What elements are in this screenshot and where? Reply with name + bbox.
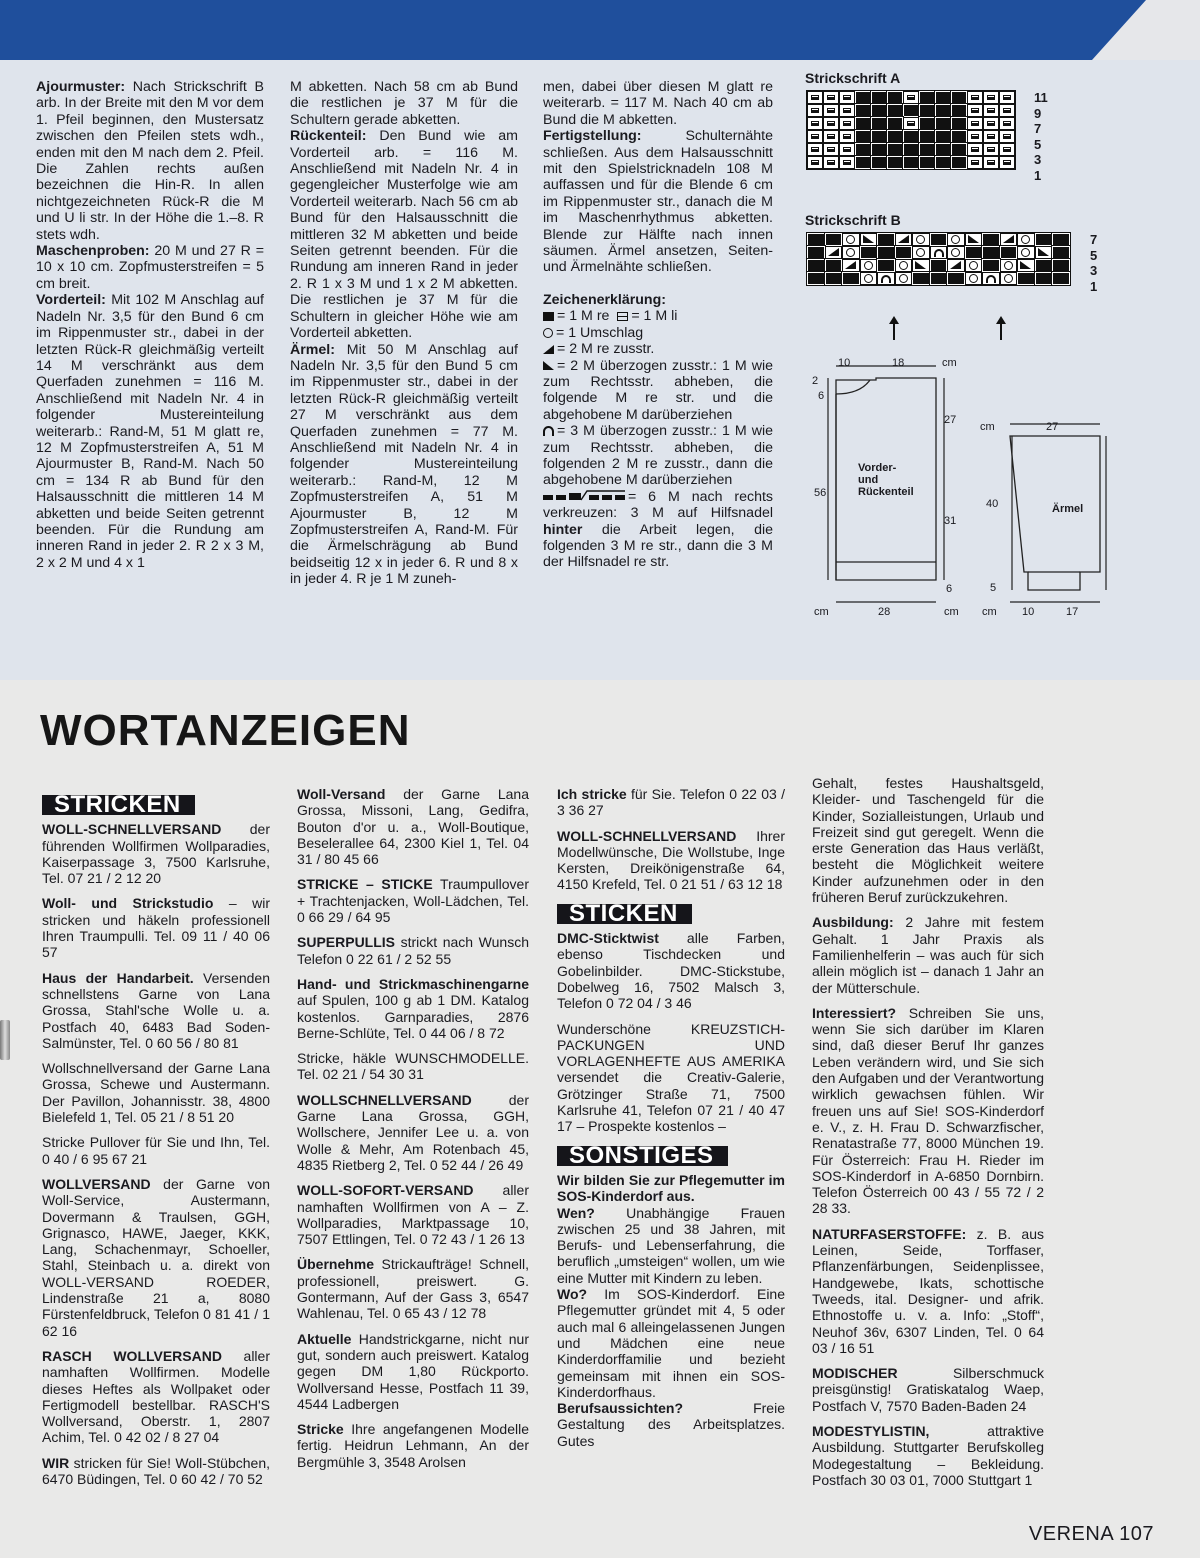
- chart-row-number: 5: [1090, 247, 1098, 263]
- chart-cell-n: [877, 272, 895, 285]
- dim-bottom-cm-left: cm: [814, 606, 829, 618]
- chart-cell-k: [935, 91, 951, 104]
- dim-sleeve-top-27: 27: [1046, 421, 1059, 433]
- chart-cell-o: [965, 272, 983, 285]
- chart-a-title: Strickschrift A: [805, 70, 901, 86]
- classifieds-column-2: [297, 786, 529, 1479]
- chart-cell-k: [930, 233, 948, 246]
- classified-ad: Gehalt, festes Haushaltsgeld, Kleider- und Taschengeld für die Kinder, Sozialleistungen, Urlaub und Freizeit sind gut geregelt. Wenn die erste Generation das Haus verläßt, besteht die Möglichkeit weitere Kinder aufzunehmen oder in den früheren Beruf zurückzukehren.: [812, 775, 1044, 906]
- chart-cell-k: [887, 91, 903, 104]
- dim-sleeve-40: 40: [986, 498, 999, 510]
- chart-cell-p: [807, 130, 823, 143]
- chart-cell-p: [903, 117, 919, 130]
- chart-cell-p: [999, 156, 1015, 169]
- chart-cell-p: [823, 143, 839, 156]
- classifieds-column-1: [42, 793, 270, 1496]
- chart-row-number: 9: [1034, 105, 1042, 121]
- chart-cell-k: [912, 272, 930, 285]
- chart-row-number: 7: [1090, 232, 1098, 247]
- chart-b-start-arrow-icon: [893, 322, 895, 340]
- chart-cell-p: [967, 91, 983, 104]
- chart-row-number: 5: [1034, 136, 1042, 152]
- chart-cell-k: [825, 272, 843, 285]
- classified-ad: Aktuelle Handstrickgarne, nicht nur gut, sondern auch preiswert. Katalog gegen DM 1,80 Rückporto. Wollversand Hesse, Postfach 11 39, 4544 Ladbergen: [297, 1330, 529, 1412]
- chart-cell-k: [871, 104, 887, 117]
- dim-height-56: 56: [814, 487, 827, 499]
- chart-cell-k: [895, 246, 913, 259]
- classified-ad: DMC-Sticktwist alle Farben, ebenso Tischdecken und Gobelinbilder. DMC-Stickstube, Dobelweg 16, 7502 Malsch 3, Telefon 0 72 04 / 3 46: [557, 930, 785, 1012]
- chart-cell-p: [839, 143, 855, 156]
- classifieds-column-3: [557, 786, 785, 1458]
- chart-cell-k: [951, 104, 967, 117]
- chart-cell-p: [903, 91, 919, 104]
- chart-cell-p: [839, 156, 855, 169]
- instructions-column-2: M abketten. Nach 58 cm ab Bund die restlichen je 37 M für die Schultern gerade abketten. Rückenteil: Den Bund wie am Vorderteil arb. = 116 M. Anschließend mit Nadeln Nr. 4 in gegengleicher Musterfolge wie am Vorderteil weiterarb. Nach 56 cm ab Bund für den Halsausschnitt die mittleren 32 M abketten und beide Seiten getrennt beenden. Für die Rundung am inneren Rand in jeder 2. R 1 x 3 M und 1 x 2 M abketten. Die restlichen je 37 M für die Schultern in gleicher Höhe wie am Vorderteil abketten. Ärmel: Mit 50 M Anschlag auf Nadeln Nr. 3,5 für den Bund 5 cm im Rippenmuster str., dabei in der letzten Rück-R gleichmäßig verteilt 27 M verschränkt aus dem Querfaden zunehmen = 77 M. Anschließend mit Nadeln Nr. 4 in folgender Mustereinteilung weiterarb.: Rand-M, 12 M Zopfmusterstreifen A, 51 M Ajourmuster B, 12 M Zopfmusterstreifen A, Rand-M. Für die Ärmelschrägung ab Bund beidseitig 12 x in jeder 6. R und 8 x in jeder 4. R je 1 M zuneh-: [290, 79, 518, 588]
- chart-cell-k: [887, 156, 903, 169]
- dim-top-unit: cm: [942, 357, 957, 369]
- chart-row-number: 11: [1034, 90, 1048, 105]
- chart-cell-k: [807, 233, 825, 246]
- classified-ad: MODESTYLISTIN, attraktive Ausbildung. Stuttgarter Berufskolleg Modegestaltung – Bekleidung. Postfach 30 03 01, 7000 Stuttgart 1: [812, 1422, 1044, 1488]
- chart-cell-o: [912, 233, 930, 246]
- chart-cell-k: [1035, 233, 1053, 246]
- classified-ad: Wunderschöne KREUZSTICH-PACKUNGEN UND VORLAGENHEFTE AUS AMERIKA versendet die Creativ-Galerie, Grötzinger Straße 71, 7500 Karlsruhe 41, Telefon 07 21 / 40 47 17 – Prospekte kostenlos –: [557, 1020, 785, 1135]
- chart-cell-k: [877, 259, 895, 272]
- dim-bottom-28: 28: [878, 606, 891, 618]
- chart-cell-p: [967, 104, 983, 117]
- classified-ad: Übernehme Strickaufträge! Schnell, professionell, preiswert. G. Gontermann, Auf der Gass 3, 6547 Wahlenau, Tel. 0 65 43 / 12 78: [297, 1256, 529, 1322]
- purl-symbol-icon: [617, 312, 628, 321]
- chart-cell-tl: [842, 259, 860, 272]
- chart-b-row-numbers: [1090, 232, 1097, 294]
- chart-cell-k: [919, 91, 935, 104]
- chart-cell-o: [895, 259, 913, 272]
- classified-ad: Woll-Versand der Garne Lana Grossa, Missoni, Lang, Gedifra, Bouton d'or u. a., Woll-Boutique, Beselerallee 64, 2300 Kiel 1, Tel. 04 31 / 80 45 66: [297, 786, 529, 868]
- chart-cell-o: [1017, 233, 1035, 246]
- chart-cell-k: [887, 130, 903, 143]
- dim-sleeve-bottom-17: 17: [1066, 606, 1079, 618]
- chart-cell-o: [860, 259, 878, 272]
- chart-cell-p: [983, 104, 999, 117]
- section-sonstiges: SONSTIGES: [557, 1146, 728, 1166]
- chart-cell-p: [967, 143, 983, 156]
- chart-cell-p: [983, 143, 999, 156]
- chart-cell-k: [965, 246, 983, 259]
- chart-cell-k: [982, 233, 1000, 246]
- chart-b-grid: [806, 232, 1071, 286]
- classified-ad: RASCH WOLLVERSAND aller namhaften Wollfirmen. Modelle dieses Heftes als Wollpaket oder Fertigmodell bestellbar. RASCH'S Wollversand, Oberstr. 1, 2807 Achim, Tel. 0 42 02 / 8 27 04: [42, 1347, 270, 1446]
- chart-cell-k: [951, 117, 967, 130]
- chart-cell-k: [855, 130, 871, 143]
- chart-cell-k: [1000, 246, 1018, 259]
- chart-cell-tr: [1017, 259, 1035, 272]
- chart-cell-o: [895, 272, 913, 285]
- chart-cell-k: [1035, 259, 1053, 272]
- chart-cell-p: [839, 104, 855, 117]
- chart-cell-k: [935, 156, 951, 169]
- classified-ad: WIR stricken für Sie! Woll-Stübchen, 6470 Büdingen, Tel. 0 60 42 / 70 52: [42, 1454, 270, 1487]
- double-decrease-symbol-icon: [543, 426, 554, 436]
- chart-cell-k: [887, 117, 903, 130]
- classified-ad: WOLL-SCHNELLVERSAND Ihrer Modellwünsche, Die Wollstube, Inge Kersten, Dreikönigenstraße 64, 4150 Krefeld, Tel. 0 21 51 / 63 12 18: [557, 827, 785, 893]
- classified-ad: WOLLVERSAND der Garne von Woll-Service, Austermann, Dovermann & Traulsen, GGH, Grignasco, HAWE, Jaeger, KKK, Lang, Schachenmayr, Schoeller, Stahl, Steinbach u. a. direkt von WOLL-VERSAND ROEDER, Lindenstraße 21 a, 8080 Fürstenfeldbruck, Telefon 0 81 41 / 1 62 16: [42, 1175, 270, 1339]
- chart-cell-k: [951, 143, 967, 156]
- chart-cell-p: [967, 130, 983, 143]
- chart-cell-k: [919, 143, 935, 156]
- k2tog-symbol-icon: [543, 345, 554, 354]
- chart-cell-p: [839, 130, 855, 143]
- chart-cell-k: [855, 91, 871, 104]
- chart-row-number: 3: [1090, 263, 1098, 278]
- chart-cell-k: [807, 246, 825, 259]
- classified-ad: Hand- und Strickmaschinengarne auf Spulen, 100 g ab 1 DM. Katalog kostenlos. Garnparadies, 2876 Berne-Schlüte, Tel. 0 44 06 / 8 72: [297, 975, 529, 1041]
- instructions-column-1: Ajourmuster: Nach Strickschrift B arb. In der Breite mit den M vor dem 1. Pfeil beginnen, den Mustersatz zwischen den Pfeilen stets wdh., enden mit den M nach dem 2. Pfeil. Die Zahlen rechts außen bezeichnen die Hin-R. In allen nichtgezeichneten Rück-R die M und U li str. In der Höhe die 1.–8. R stets wdh. Maschenproben: 20 M und 27 R = 10 x 10 cm. Zopfmusterstreifen = 5 cm breit. Vorderteil: Mit 102 M Anschlag auf Nadeln Nr. 3,5 für den Bund 6 cm im Rippenmuster str., dabei in der letzten Rück-R gleichmäßig verteilt 14 M verschränkt aus dem Querfaden zunehmen = 116 M. Anschließend mit Nadeln Nr. 4 in folgender Mustereinteilung weiterarb.: Rand-M, 51 M glatt re, 12 M Zopfmusterstreifen A, 51 M Ajourmuster B, Rand-M. Nach 50 cm = 134 R ab Bund für den Halsausschnitt die mittleren 14 M abketten und beide Seiten getrennt beenden. Für die Rundung am inneren Rand in jeder 2. R 2 x 3 M, 2 x 2 M und 4 x 1: [36, 79, 264, 571]
- chart-cell-p: [999, 117, 1015, 130]
- sos-ad: Wir bilden Sie zur Pflegemutter im SOS-Kinderdorf aus. Wen? Unabhängige Frauen zwischen 25 und 38 Jahren, mit Berufs- und Lebenserfahrung, die beruflich „umsteigen“ wollen, um wie eine Mutter mit Kindern zu leben. Wo? Im SOS-Kinderdorf. Eine Pflegemutter gründet mit 4, 5 oder auch mal 6 alleingelassenen Jungen und Mädchen eine neue Kinderdorffamilie und bezieht gemeinsam mit ihnen ein SOS-Kinderdorfhaus. Berufsaussichten? Freie Gestaltung des Arbeitsplatzes. Gutes: [557, 1171, 785, 1449]
- chart-cell-tr: [1035, 246, 1053, 259]
- cable-symbol-icon: [543, 489, 625, 505]
- classified-ad: WOLL-SOFORT-VERSAND aller namhaften Wollfirmen von A – Z. Wollparadies, Marktpassage 10, 7507 Ettlingen, Tel. 0 72 43 / 1 26 13: [297, 1182, 529, 1248]
- chart-cell-k: [930, 259, 948, 272]
- classified-ad: Ich stricke für Sie. Telefon 0 22 03 / 3 36 27: [557, 786, 786, 819]
- classified-ad: Interessiert? Schreiben Sie uns, wenn Sie sich darüber im Klaren sind, daß dieser Beruf Ihr ganzes Leben verändern wird, und Sie sich den Aufgaben und der Verantwortung wirklich gewachsen fühlen. Wir freuen uns auf Sie! SOS-Kinderdorf e. V., z. H. Frau D. Schwarzfischer, Renatastraße 77, 8000 München 19. Für Österreich: Frau H. Rieder im SOS-Kinderdorf in A-6850 Dornbirn. Telefon Österreich 00 43 / 55 72 / 2 28 33.: [812, 1004, 1044, 1217]
- dim-bottom-cm-right: cm: [944, 606, 959, 618]
- symbol-legend: Zeichenerklärung: = 1 M re = 1 M li = 1 Umschlag = 2 M re zusstr. = 2 M überzogen zusstr.: 1 M wie zum Rechtsstr. abheben, die folgende M re str. und die abgehobene M darüberziehen = 3 M überzogen zusstr.: 1 M wie zum Rechtsstr. abheben, die folgenden 2 M re zusstr., dann die abgehobene M darüberziehen = 6 M nach rechts verkreuzen: 3 M auf Hilfsnadel hinter die Arbeit legen, die folgenden 3 M re str., dann die 3 M der Hilfsnadel re str.: [543, 291, 773, 571]
- chart-cell-k: [871, 117, 887, 130]
- chart-cell-o: [1017, 246, 1035, 259]
- chart-cell-p: [823, 130, 839, 143]
- dim-right-27: 27: [944, 414, 957, 426]
- chart-cell-p: [807, 117, 823, 130]
- chart-cell-k: [1017, 272, 1035, 285]
- chart-cell-p: [967, 117, 983, 130]
- dim-neck-2: 2: [812, 375, 819, 387]
- chart-cell-tr: [912, 259, 930, 272]
- knit-symbol-icon: [543, 312, 554, 321]
- classified-ad: Woll- und Strickstudio – wir stricken und häkeln professionell Ihren Traumpulli. Tel. 09 11 / 40 06 57: [42, 895, 270, 961]
- section-sticken: STICKEN: [557, 904, 692, 924]
- chart-cell-k: [825, 259, 843, 272]
- chart-cell-k: [919, 104, 935, 117]
- chart-cell-k: [951, 91, 967, 104]
- chart-cell-p: [839, 91, 855, 104]
- top-color-band: [0, 0, 1200, 60]
- classified-ad: Ausbildung: 2 Jahre mit festem Gehalt. 1 Jahr Praxis als Familienhelferin – was auch für sich allein möglich ist – danach 1 Jahr an der Mütterschule.: [812, 914, 1044, 996]
- dim-sleeve-bottom-10: 10: [1022, 606, 1035, 618]
- chart-cell-tl: [1000, 233, 1018, 246]
- chart-cell-p: [823, 117, 839, 130]
- classifieds-heading: WORTANZEIGEN: [40, 706, 411, 755]
- chart-cell-k: [982, 259, 1000, 272]
- chart-cell-k: [1052, 272, 1070, 285]
- chart-cell-k: [1035, 272, 1053, 285]
- chart-cell-o: [947, 246, 965, 259]
- chart-cell-p: [983, 117, 999, 130]
- chart-cell-k: [855, 143, 871, 156]
- chart-cell-k: [930, 272, 948, 285]
- chart-cell-n: [982, 272, 1000, 285]
- classified-ad: MODISCHER Silberschmuck preisgünstig! Gratiskatalog Waep, Postfach V, 7570 Baden-Baden 24: [812, 1365, 1044, 1414]
- skp-symbol-icon: [543, 361, 554, 370]
- chart-cell-p: [999, 143, 1015, 156]
- classified-ad: NATURFASERSTOFFE: z. B. aus Leinen, Seide, Torffaser, Pflanzenfärbungen, Seidenplissee, Handgewebe, Ikats, schottische Tweeds, ital. Designer- und afrik. Ethnostoffe u. v. a. Info: „Stoff“, Neuhof 36v, 6307 Linden, Tel. 0 64 03 / 16 51: [812, 1225, 1044, 1356]
- chart-cell-p: [983, 91, 999, 104]
- yarn-over-symbol-icon: [543, 328, 553, 338]
- chart-cell-o: [860, 272, 878, 285]
- chart-cell-k: [935, 130, 951, 143]
- chart-cell-k: [919, 130, 935, 143]
- chart-cell-k: [935, 104, 951, 117]
- chart-row-number: 1: [1090, 278, 1098, 294]
- classified-ad: Stricke Ihre angefangenen Modelle fertig. Heidrun Lehmann, An der Bergmühle 3, 3548 Arolsen: [297, 1421, 529, 1470]
- chart-cell-k: [855, 156, 871, 169]
- chart-cell-k: [935, 117, 951, 130]
- chart-cell-o: [1000, 259, 1018, 272]
- chart-cell-k: [871, 130, 887, 143]
- section-stricken: STRICKEN: [42, 795, 195, 815]
- chart-cell-p: [823, 156, 839, 169]
- chart-row-number: 1: [1034, 167, 1042, 183]
- chart-cell-o: [947, 233, 965, 246]
- dim-sleeve-5: 5: [990, 582, 997, 594]
- chart-cell-p: [807, 104, 823, 117]
- dim-neck-6: 6: [818, 390, 825, 402]
- dim-top-a: 10: [838, 357, 851, 369]
- front-back-label: Vorder- und Rückenteil: [858, 462, 914, 498]
- chart-cell-k: [1052, 246, 1070, 259]
- classified-ad: STRICKE – STICKE Traumpullover + Trachtenjacken, Woll-Lädchen, Tel. 0 66 29 / 64 95: [297, 876, 529, 926]
- chart-cell-p: [999, 91, 1015, 104]
- chart-cell-p: [823, 104, 839, 117]
- chart-cell-k: [877, 233, 895, 246]
- chart-cell-k: [1052, 259, 1070, 272]
- page-folio: VERENA 107: [1028, 1523, 1154, 1545]
- chart-cell-o: [842, 246, 860, 259]
- chart-cell-k: [951, 156, 967, 169]
- chart-cell-p: [807, 91, 823, 104]
- chart-cell-k: [903, 156, 919, 169]
- chart-cell-k: [919, 156, 935, 169]
- chart-cell-k: [871, 91, 887, 104]
- chart-cell-p: [999, 130, 1015, 143]
- classified-ad: SUPERPULLIS strickt nach Wunsch Telefon 0 22 61 / 2 52 55: [297, 934, 529, 967]
- dim-right-31: 31: [944, 515, 957, 527]
- classified-ad: Stricke Pullover für Sie und Ihn, Tel. 0 40 / 6 95 67 21: [42, 1134, 270, 1167]
- chart-cell-p: [807, 143, 823, 156]
- classified-ad: WOLLSCHNELLVERSAND der Garne Lana Grossa, GGH, Wollschere, Jennifer Lee u. a. von Wolle & Mehr, Am Rotenbach 45, 4835 Rietberg 2, Tel. 0 52 44 / 26 49: [297, 1091, 529, 1173]
- chart-row-number: 7: [1034, 121, 1042, 136]
- chart-cell-o: [912, 246, 930, 259]
- chart-cell-k: [877, 246, 895, 259]
- chart-cell-p: [967, 156, 983, 169]
- chart-b-title: Strickschrift B: [805, 212, 901, 228]
- chart-cell-k: [871, 156, 887, 169]
- chart-cell-k: [887, 143, 903, 156]
- chart-cell-tl: [825, 246, 843, 259]
- chart-cell-k: [855, 104, 871, 117]
- chart-cell-o: [965, 259, 983, 272]
- chart-row-number: 3: [1034, 152, 1042, 167]
- chart-cell-p: [823, 91, 839, 104]
- chart-cell-k: [982, 246, 1000, 259]
- dim-top-b: 18: [892, 357, 905, 369]
- chart-cell-p: [839, 117, 855, 130]
- dim-sleeve-top-cm: cm: [980, 421, 995, 433]
- classified-ad: WOLL-SCHNELLVERSAND der führenden Wollfirmen Wollparadies, Kaiserpassage 3, 7500 Karlsruhe, Tel. 07 21 / 2 12 20: [42, 821, 270, 887]
- chart-cell-k: [903, 104, 919, 117]
- chart-cell-k: [903, 130, 919, 143]
- chart-cell-k: [1052, 233, 1070, 246]
- garment-schematic: [800, 350, 1120, 625]
- chart-cell-k: [860, 246, 878, 259]
- classified-ad: Wollschnellversand der Garne Lana Grossa, Schewe und Austermann. Der Pavillon, Johannisstr. 38, 4800 Bielefeld 1, Tel. 05 21 / 8 51 20: [42, 1060, 270, 1126]
- chart-cell-tl: [947, 259, 965, 272]
- chart-cell-k: [919, 117, 935, 130]
- chart-cell-tl: [895, 233, 913, 246]
- chart-cell-k: [903, 143, 919, 156]
- chart-cell-tr: [965, 233, 983, 246]
- chart-b-end-arrow-icon: [1000, 322, 1002, 340]
- chart-a-row-numbers: [1034, 90, 1048, 183]
- classified-ad: Haus der Handarbeit. Versenden schnellstens Garne von Lana Grossa, Stahl'sche Wolle u. a. Postfach 40, 6483 Bad Soden-Salmünster, Tel. 0 60 56 / 80 81: [42, 969, 270, 1051]
- instructions-column-3: men, dabei über diesen M glatt re weiterarb. = 117 M. Nach 40 cm ab Bund die M abketten. Fertigstellung: Schulternähte schließen. Aus dem Halsausschnitt mit den Spielstricknadeln 108 M auffassen und für die Blende 6 cm im Rippenmuster str., danach die M im Maschenrhythmus abketten. Blende zur Hälfte nach innen säumen. Ärmel ansetzen, Seiten- und Ärmelnähte schließen. Zeichenerklärung: = 1 M re = 1 M li = 1 Umschlag = 2 M re zusstr. = 2 M überzogen zusstr.: 1 M wie zum Rechtsstr. abheben, die folgende M re str. und die abgehobene M darüberziehen = 3 M überzogen zusstr.: 1 M wie zum Rechtsstr. abheben, die folgenden 2 M re zusstr., dann die abgehobene M darüberziehen = 6 M nach rechts verkreuzen: 3 M auf Hilfsnadel hinter die Arbeit legen, die folgenden 3 M re str., dann die 3 M der Hilfsnadel re str.: [543, 79, 773, 571]
- chart-cell-k: [887, 104, 903, 117]
- chart-cell-k: [807, 272, 825, 285]
- chart-cell-k: [855, 117, 871, 130]
- chart-cell-k: [807, 259, 825, 272]
- dim-right-6: 6: [946, 583, 953, 595]
- chart-cell-tr: [860, 233, 878, 246]
- dim-sleeve-bottom-cm: cm: [982, 606, 997, 618]
- chart-cell-k: [935, 143, 951, 156]
- chart-cell-k: [871, 143, 887, 156]
- chart-cell-n: [930, 246, 948, 259]
- chart-cell-k: [951, 130, 967, 143]
- chart-cell-p: [983, 156, 999, 169]
- chart-cell-p: [983, 130, 999, 143]
- chart-cell-k: [825, 233, 843, 246]
- chart-cell-o: [842, 233, 860, 246]
- chart-cell-p: [999, 104, 1015, 117]
- sleeve-label: Ärmel: [1052, 503, 1084, 515]
- chart-cell-o: [1000, 272, 1018, 285]
- classifieds-column-4: [812, 775, 1044, 1497]
- chart-cell-k: [947, 272, 965, 285]
- chart-cell-p: [807, 156, 823, 169]
- chart-cell-k: [842, 272, 860, 285]
- classified-ad: Stricke, häkle WUNSCHMODELLE. Tel. 02 21 / 54 30 31: [297, 1050, 529, 1083]
- staple-mark: [0, 1020, 10, 1060]
- chart-a-grid: [806, 90, 1016, 170]
